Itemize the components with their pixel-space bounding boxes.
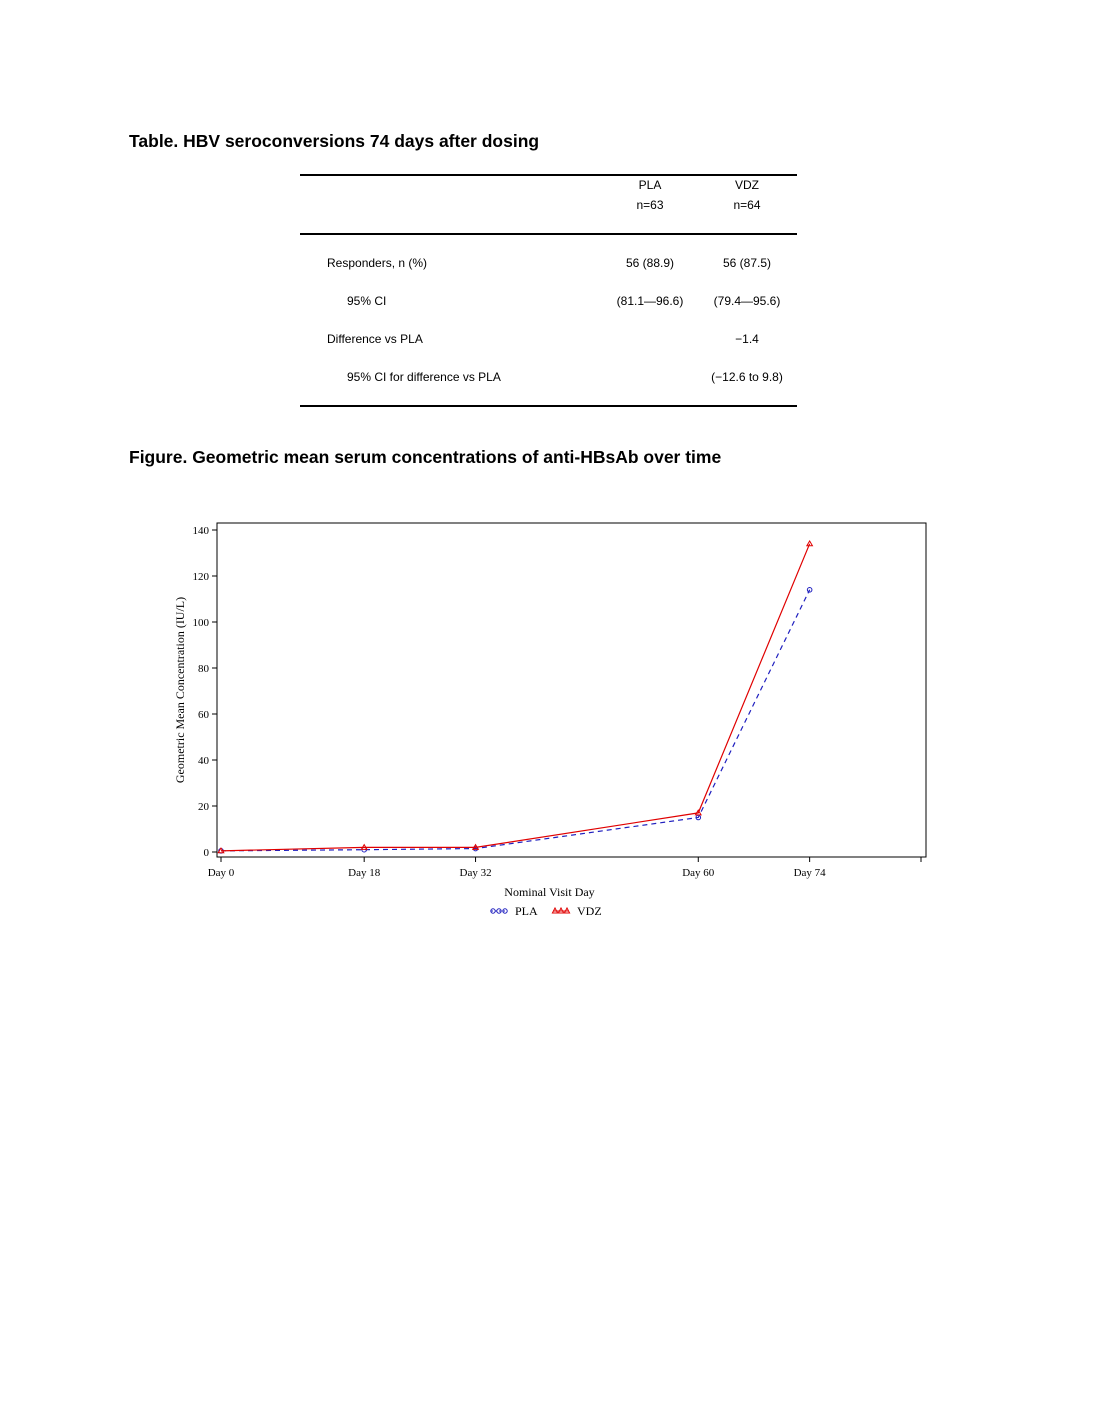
legend-label-pla: PLA: [515, 904, 538, 918]
table-bottom-rule: [300, 405, 797, 407]
row-label: 95% CI: [347, 294, 387, 308]
y-tick-label: 140: [192, 525, 209, 537]
row-vdz-value: 56 (87.5): [722, 256, 772, 270]
table-header-rule: [300, 233, 797, 235]
gmc-line-chart: [160, 505, 950, 935]
y-tick-label: 40: [198, 755, 209, 767]
series-line-vdz: [221, 544, 810, 851]
header-vdz-name: VDZ: [735, 178, 759, 192]
series-line-pla: [221, 590, 810, 851]
plot-frame: [217, 523, 926, 857]
y-axis-label: Geometric Mean Concentration (IU/L): [173, 596, 187, 784]
table-top-rule: [300, 174, 797, 176]
data-point-pla: [807, 588, 812, 593]
header-pla-n: n=63: [636, 198, 664, 212]
x-tick-label: Day 32: [459, 867, 492, 879]
x-tick-label: Day 0: [207, 867, 235, 879]
x-axis-label: Nominal Visit Day: [504, 885, 595, 899]
legend-label-vdz: VDZ: [577, 904, 602, 918]
x-tick-label: Day 18: [348, 867, 381, 879]
row-vdz-value: (79.4—95.6): [713, 294, 781, 308]
y-tick-label: 20: [198, 801, 209, 813]
row-label: 95% CI for difference vs PLA: [347, 370, 501, 384]
row-label: Difference vs PLA: [327, 332, 423, 346]
row-vdz-value: −1.4: [735, 332, 759, 346]
seroconversion-table: [300, 174, 797, 408]
y-tick-label: 60: [198, 709, 209, 721]
y-tick-label: 100: [192, 617, 209, 629]
row-vdz-value: (−12.6 to 9.8): [711, 370, 783, 384]
y-tick-label: 0: [203, 847, 209, 859]
row-pla-value: 56 (88.9): [625, 256, 675, 270]
y-tick-label: 80: [198, 663, 209, 675]
header-pla-name: PLA: [638, 178, 662, 192]
y-tick-label: 120: [192, 571, 209, 583]
table-title: Table. HBV seroconversions 74 days after dosing: [129, 131, 540, 151]
row-pla-value: (81.1—96.6): [616, 294, 684, 308]
x-tick-label: Day 74: [793, 867, 826, 879]
row-label: Responders, n (%): [327, 256, 428, 270]
header-vdz-n: n=64: [733, 198, 761, 212]
x-tick-label: Day 60: [682, 867, 715, 879]
figure-title: Figure. Geometric mean serum concentrations of anti-HBsAb over time: [129, 447, 722, 467]
